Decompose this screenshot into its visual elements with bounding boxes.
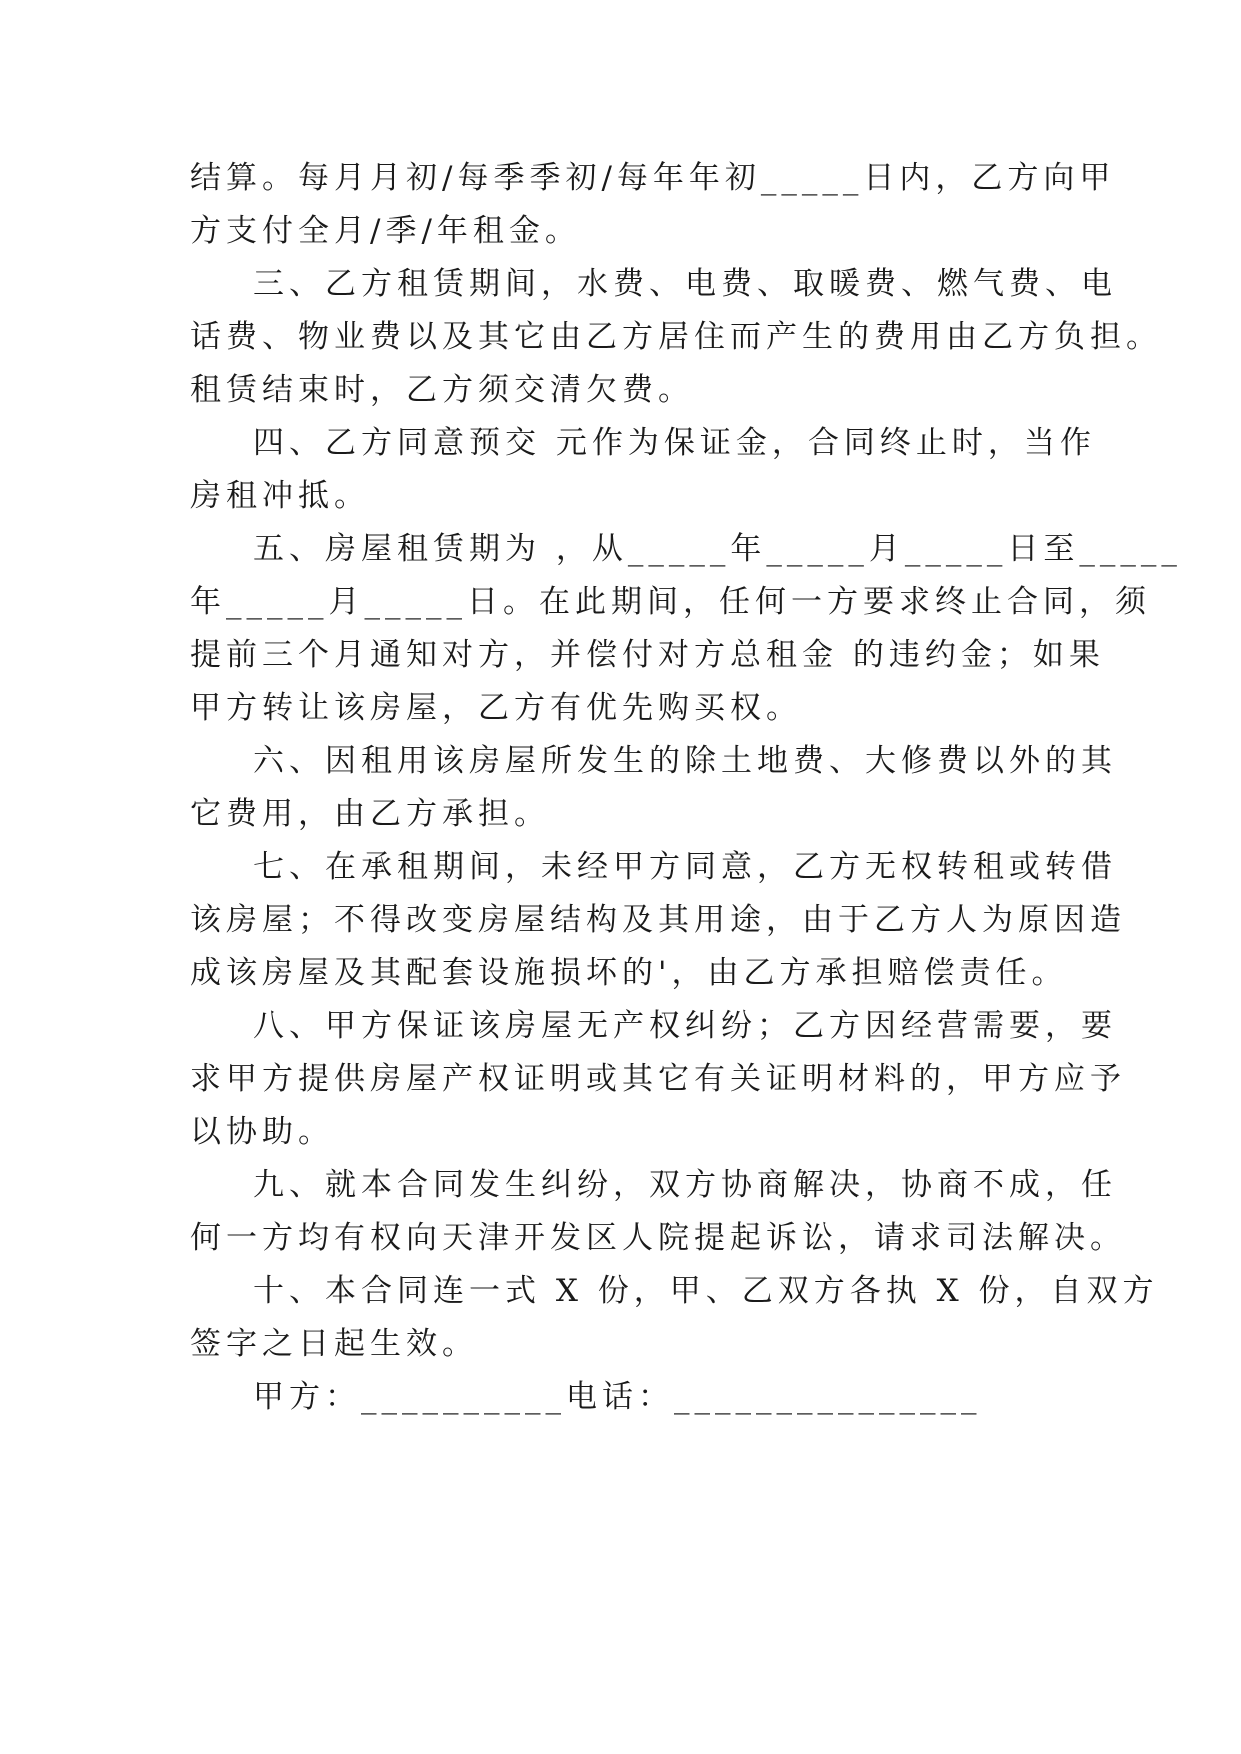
text-line: 求甲方提供房屋产权证明或其它有关证明材料的，甲方应予 xyxy=(190,1061,1126,1097)
text-line: 该房屋；不得改变房屋结构及其用途，由于乙方人为原因造 xyxy=(190,902,1126,938)
text-line: 十、本合同连一式 X 份，甲、乙双方各执 X 份，自双方 xyxy=(253,1273,1159,1309)
text-line: 话费、物业费以及其它由乙方居住而产生的费用由乙方负担。 xyxy=(190,319,1162,355)
text-line: 它费用，由乙方承担。 xyxy=(190,796,550,832)
text-line: 结算。每月月初/每季季初/每年年初_____日内，乙方向甲 xyxy=(190,160,1116,196)
text-line: 三、乙方租赁期间，水费、电费、取暖费、燃气费、电 xyxy=(253,266,1117,302)
text-line: 房租冲抵。 xyxy=(190,478,370,514)
text-line: 九、就本合同发生纠纷，双方协商解决，协商不成，任 xyxy=(253,1167,1117,1203)
text-line: 签字之日起生效。 xyxy=(190,1326,478,1362)
text-line: 何一方均有权向天津开发区人院提起诉讼，请求司法解决。 xyxy=(190,1220,1126,1256)
text-line: 五、房屋租赁期为 ，从_____年_____月_____日至_____ xyxy=(253,531,1182,567)
text-line: 以协助。 xyxy=(190,1114,334,1150)
text-line: 方支付全月/季/年租金。 xyxy=(190,213,581,249)
text-line: 七、在承租期间，未经甲方同意，乙方无权转租或转借 xyxy=(253,849,1117,885)
text-line: 六、因租用该房屋所发生的除土地费、大修费以外的其 xyxy=(253,743,1117,779)
text-line: 四、乙方同意预交 元作为保证金，合同终止时，当作 xyxy=(253,425,1096,461)
text-line: 成该房屋及其配套设施损坏的'，由乙方承担赔偿责任。 xyxy=(190,955,1068,991)
text-line: 提前三个月通知对方，并偿付对方总租金 的违约金；如果 xyxy=(190,637,1105,673)
signature-line: 甲方：__________电话：_______________ xyxy=(253,1379,982,1415)
text-line: 年_____月_____日。在此期间，任何一方要求终止合同，须 xyxy=(190,584,1151,620)
text-line: 甲方转让该房屋，乙方有优先购买权。 xyxy=(190,690,802,726)
text-line: 租赁结束时，乙方须交清欠费。 xyxy=(190,372,694,408)
text-line: 八、甲方保证该房屋无产权纠纷；乙方因经营需要，要 xyxy=(253,1008,1117,1044)
